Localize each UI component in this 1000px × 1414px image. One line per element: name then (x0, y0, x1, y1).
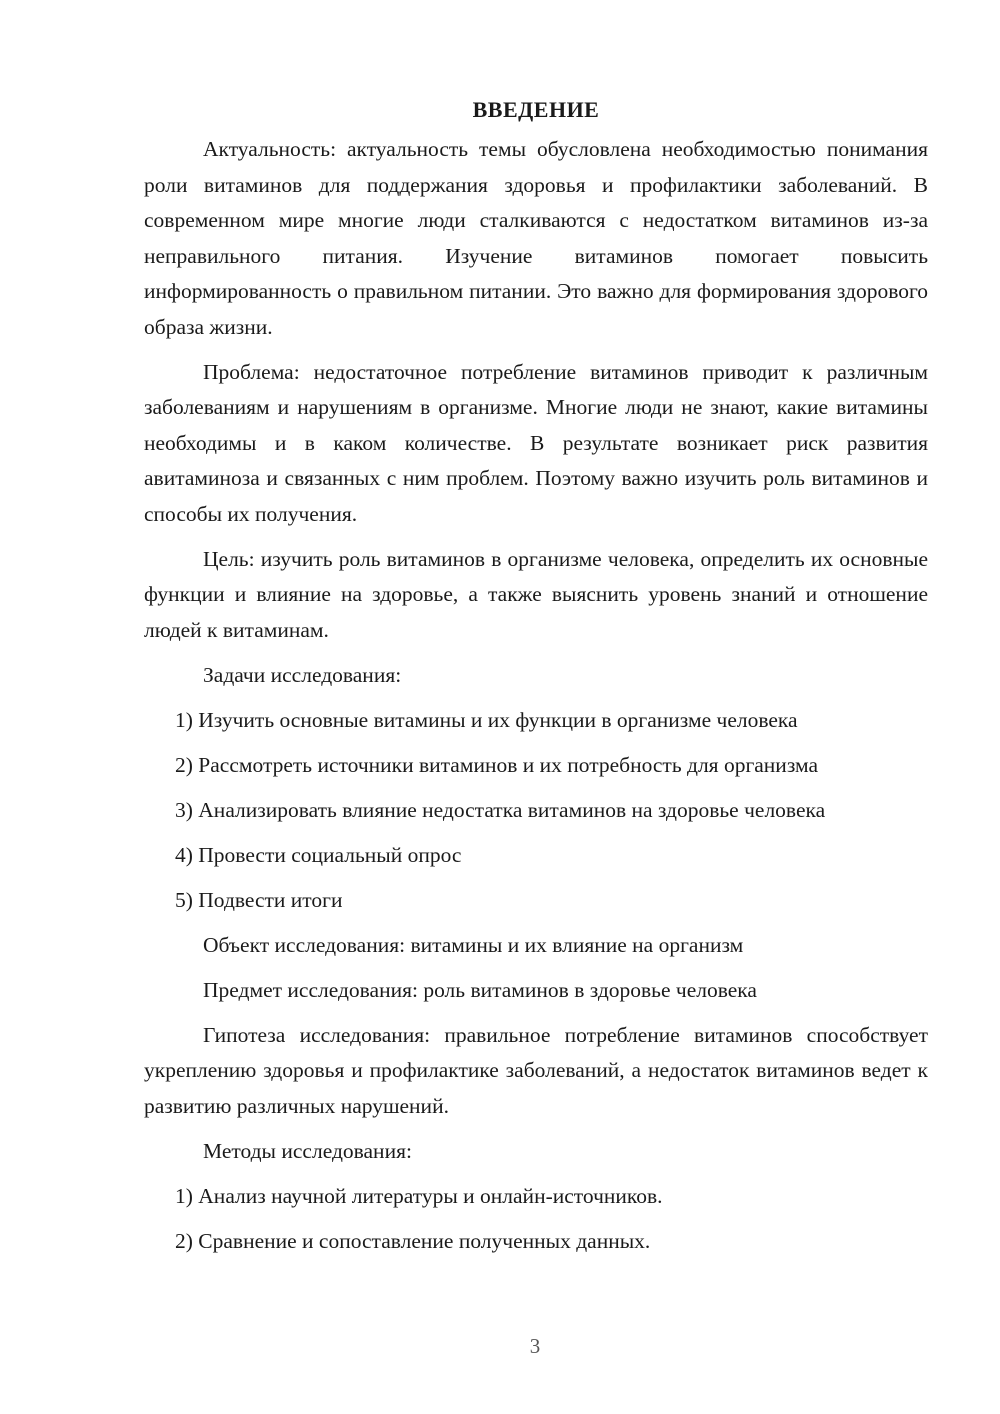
page-number: 3 (529, 1334, 541, 1358)
object-paragraph: Объект исследования: витамины и их влияние на организм (203, 932, 744, 957)
task-item: 2) Рассмотреть источники витаминов и их потребность для организма (175, 752, 819, 777)
page-title: ВВЕДЕНИЕ (472, 97, 600, 122)
task-item: 1) Изучить основные витамины и их функции в организме человека (175, 707, 798, 732)
task-item: 4) Провести социальный опрос (175, 842, 462, 867)
methods-heading: Методы исследования: (203, 1138, 412, 1163)
method-item: 2) Сравнение и сопоставление полученных данных. (175, 1228, 651, 1253)
hypothesis-paragraph: Гипотеза исследования: правильное потребление витаминов способствует укреплению здоровья и профилактике заболеваний, а недостаток витаминов ведет к развитию различных нарушений. (144, 1022, 928, 1118)
task-item: 5) Подвести итоги (175, 887, 343, 912)
document-page (144, 92, 928, 1269)
goal-paragraph: Цель: изучить роль витаминов в организме человека, определить их основные функции и влияние на здоровье, а также выяснить уровень знаний и отношение людей к витаминам. (144, 546, 928, 642)
problem-paragraph: Проблема: недостаточное потребление витаминов приводит к различным заболеваниям и нарушениям в организме. Многие люди не знают, какие витамины необходимы и в каком количестве. В результате возникает риск развития авитаминоза и связанных с ним проблем. Поэтому важно изучить роль витаминов и способы их получения. (144, 359, 928, 526)
task-item: 3) Анализировать влияние недостатка витаминов на здоровье человека (175, 797, 826, 822)
tasks-heading: Задачи исследования: (203, 662, 402, 687)
method-item: 1) Анализ научной литературы и онлайн-источников. (175, 1183, 663, 1208)
relevance-paragraph: Актуальность: актуальность темы обусловлена необходимостью понимания роли витаминов для поддержания здоровья и профилактики заболеваний. В современном мире многие люди сталкиваются с недостатком витаминов из-за неправильного питания. Изучение витаминов помогает повысить информированность о правильном питании. Это важно для формирования здорового образа жизни. (144, 137, 928, 339)
subject-paragraph: Предмет исследования: роль витаминов в здоровье человека (203, 977, 757, 1002)
